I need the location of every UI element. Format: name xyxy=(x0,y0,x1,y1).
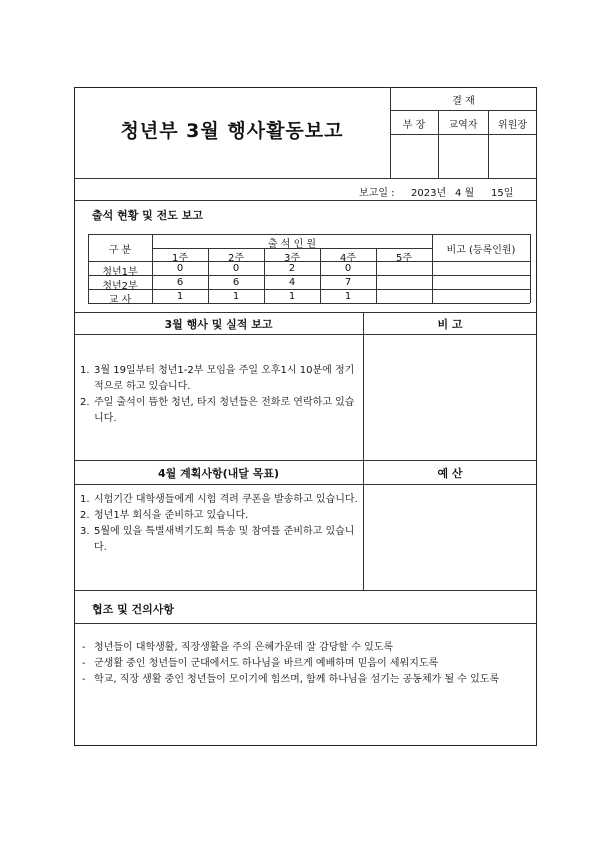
attendance-cell: 7 xyxy=(344,277,352,288)
approval-header: 결 재 xyxy=(452,96,475,107)
report-date-year: 2023년 xyxy=(411,188,447,199)
header-divider xyxy=(74,178,537,179)
attendance-cell: 0 xyxy=(232,263,240,274)
attendance-section-title: 출석 현황 및 전도 보고 xyxy=(92,209,203,222)
middle-column-divider xyxy=(363,312,364,590)
march-header-divider xyxy=(74,334,537,335)
attendance-cell: 4 xyxy=(288,277,296,288)
attendance-row-name: 교 사 xyxy=(108,295,132,306)
march-items xyxy=(80,363,358,427)
attendance-cell: 6 xyxy=(232,277,240,288)
april-section-title: 4월 계획사항(내달 목표) xyxy=(157,467,279,480)
attendance-week-3: 3주 xyxy=(283,253,301,264)
april-side-title: 예 산 xyxy=(437,467,463,480)
list-item: 1. 시험기간 대학생들에게 시험 격려 쿠폰을 발송하고 있습니다. xyxy=(80,494,358,505)
list-item: 3. 5월에 있을 특별새벽기도회 특송 및 참여를 준비하고 있습니다. xyxy=(80,526,355,553)
approval-role-pastor: 교역자 xyxy=(448,120,478,131)
attendance-cell: 1 xyxy=(232,291,240,302)
approval-divider-1 xyxy=(390,110,537,111)
attendance-col-attendance: 출 석 인 원 xyxy=(267,239,317,250)
report-date-day: 15일 xyxy=(491,188,514,199)
attendance-week-4: 4주 xyxy=(339,253,357,264)
attendance-cell: 1 xyxy=(344,291,352,302)
attendance-week-1: 1주 xyxy=(171,253,189,264)
attendance-col-note: 비고 (등록인원) xyxy=(446,245,516,256)
april-items xyxy=(80,492,358,556)
list-item: 2. 청년1부 회식을 준비하고 있습니다. xyxy=(80,510,249,521)
attendance-cell: 0 xyxy=(176,263,184,274)
attendance-cell: 0 xyxy=(344,263,352,274)
attendance-cell: 6 xyxy=(176,277,184,288)
coop-items xyxy=(82,640,530,688)
approval-divider-2 xyxy=(390,134,537,135)
page-title: 청년부 3월 행사활동보고 xyxy=(120,120,344,142)
approval-role-dept-head: 부 장 xyxy=(402,120,426,131)
list-item: - 학교, 직장 생활 중인 청년들이 모이기에 힘쓰며, 함께 하나님을 섬기는 공동체가 될 수 있도록 xyxy=(82,674,500,685)
coop-top-divider xyxy=(74,590,537,591)
march-side-title: 비 고 xyxy=(437,318,463,331)
attendance-row-name: 청년1부 xyxy=(102,267,138,278)
list-item: 1. 3월 19일부터 청년1-2부 모임을 주일 오후1시 10분에 정기적으로 하고 있습니다. xyxy=(80,365,355,392)
march-section-title: 3월 행사 및 실적 보고 xyxy=(164,318,273,331)
list-item: - 청년들이 대학생활, 직장생활을 주의 은혜가운데 잘 감당할 수 있도록 xyxy=(82,642,394,653)
attendance-cell: 1 xyxy=(176,291,184,302)
attendance-col-division: 구 분 xyxy=(108,245,132,256)
coop-header-divider xyxy=(74,623,537,624)
march-top-divider xyxy=(74,312,537,313)
attendance-week-2: 2주 xyxy=(227,253,245,264)
report-date-label: 보고일 : xyxy=(359,188,395,199)
attendance-cell: 1 xyxy=(288,291,296,302)
april-top-divider xyxy=(74,460,537,461)
approval-role-chair: 위원장 xyxy=(498,120,527,131)
attendance-cell: 2 xyxy=(288,263,296,274)
april-header-divider xyxy=(74,484,537,485)
attendance-row-name: 청년2부 xyxy=(102,281,138,292)
report-date-month: 4 월 xyxy=(455,188,475,199)
attendance-week-5: 5주 xyxy=(395,253,413,264)
coop-section-title: 협조 및 건의사항 xyxy=(92,603,175,616)
list-item: - 군생활 중인 청년들이 군대에서도 하나님을 바르게 예배하며 믿음이 세워지도록 xyxy=(82,658,439,669)
date-divider xyxy=(74,200,537,201)
list-item: 2. 주일 출석이 뜸한 청년, 타지 청년들은 전화로 연락하고 있습니다. xyxy=(80,397,355,424)
